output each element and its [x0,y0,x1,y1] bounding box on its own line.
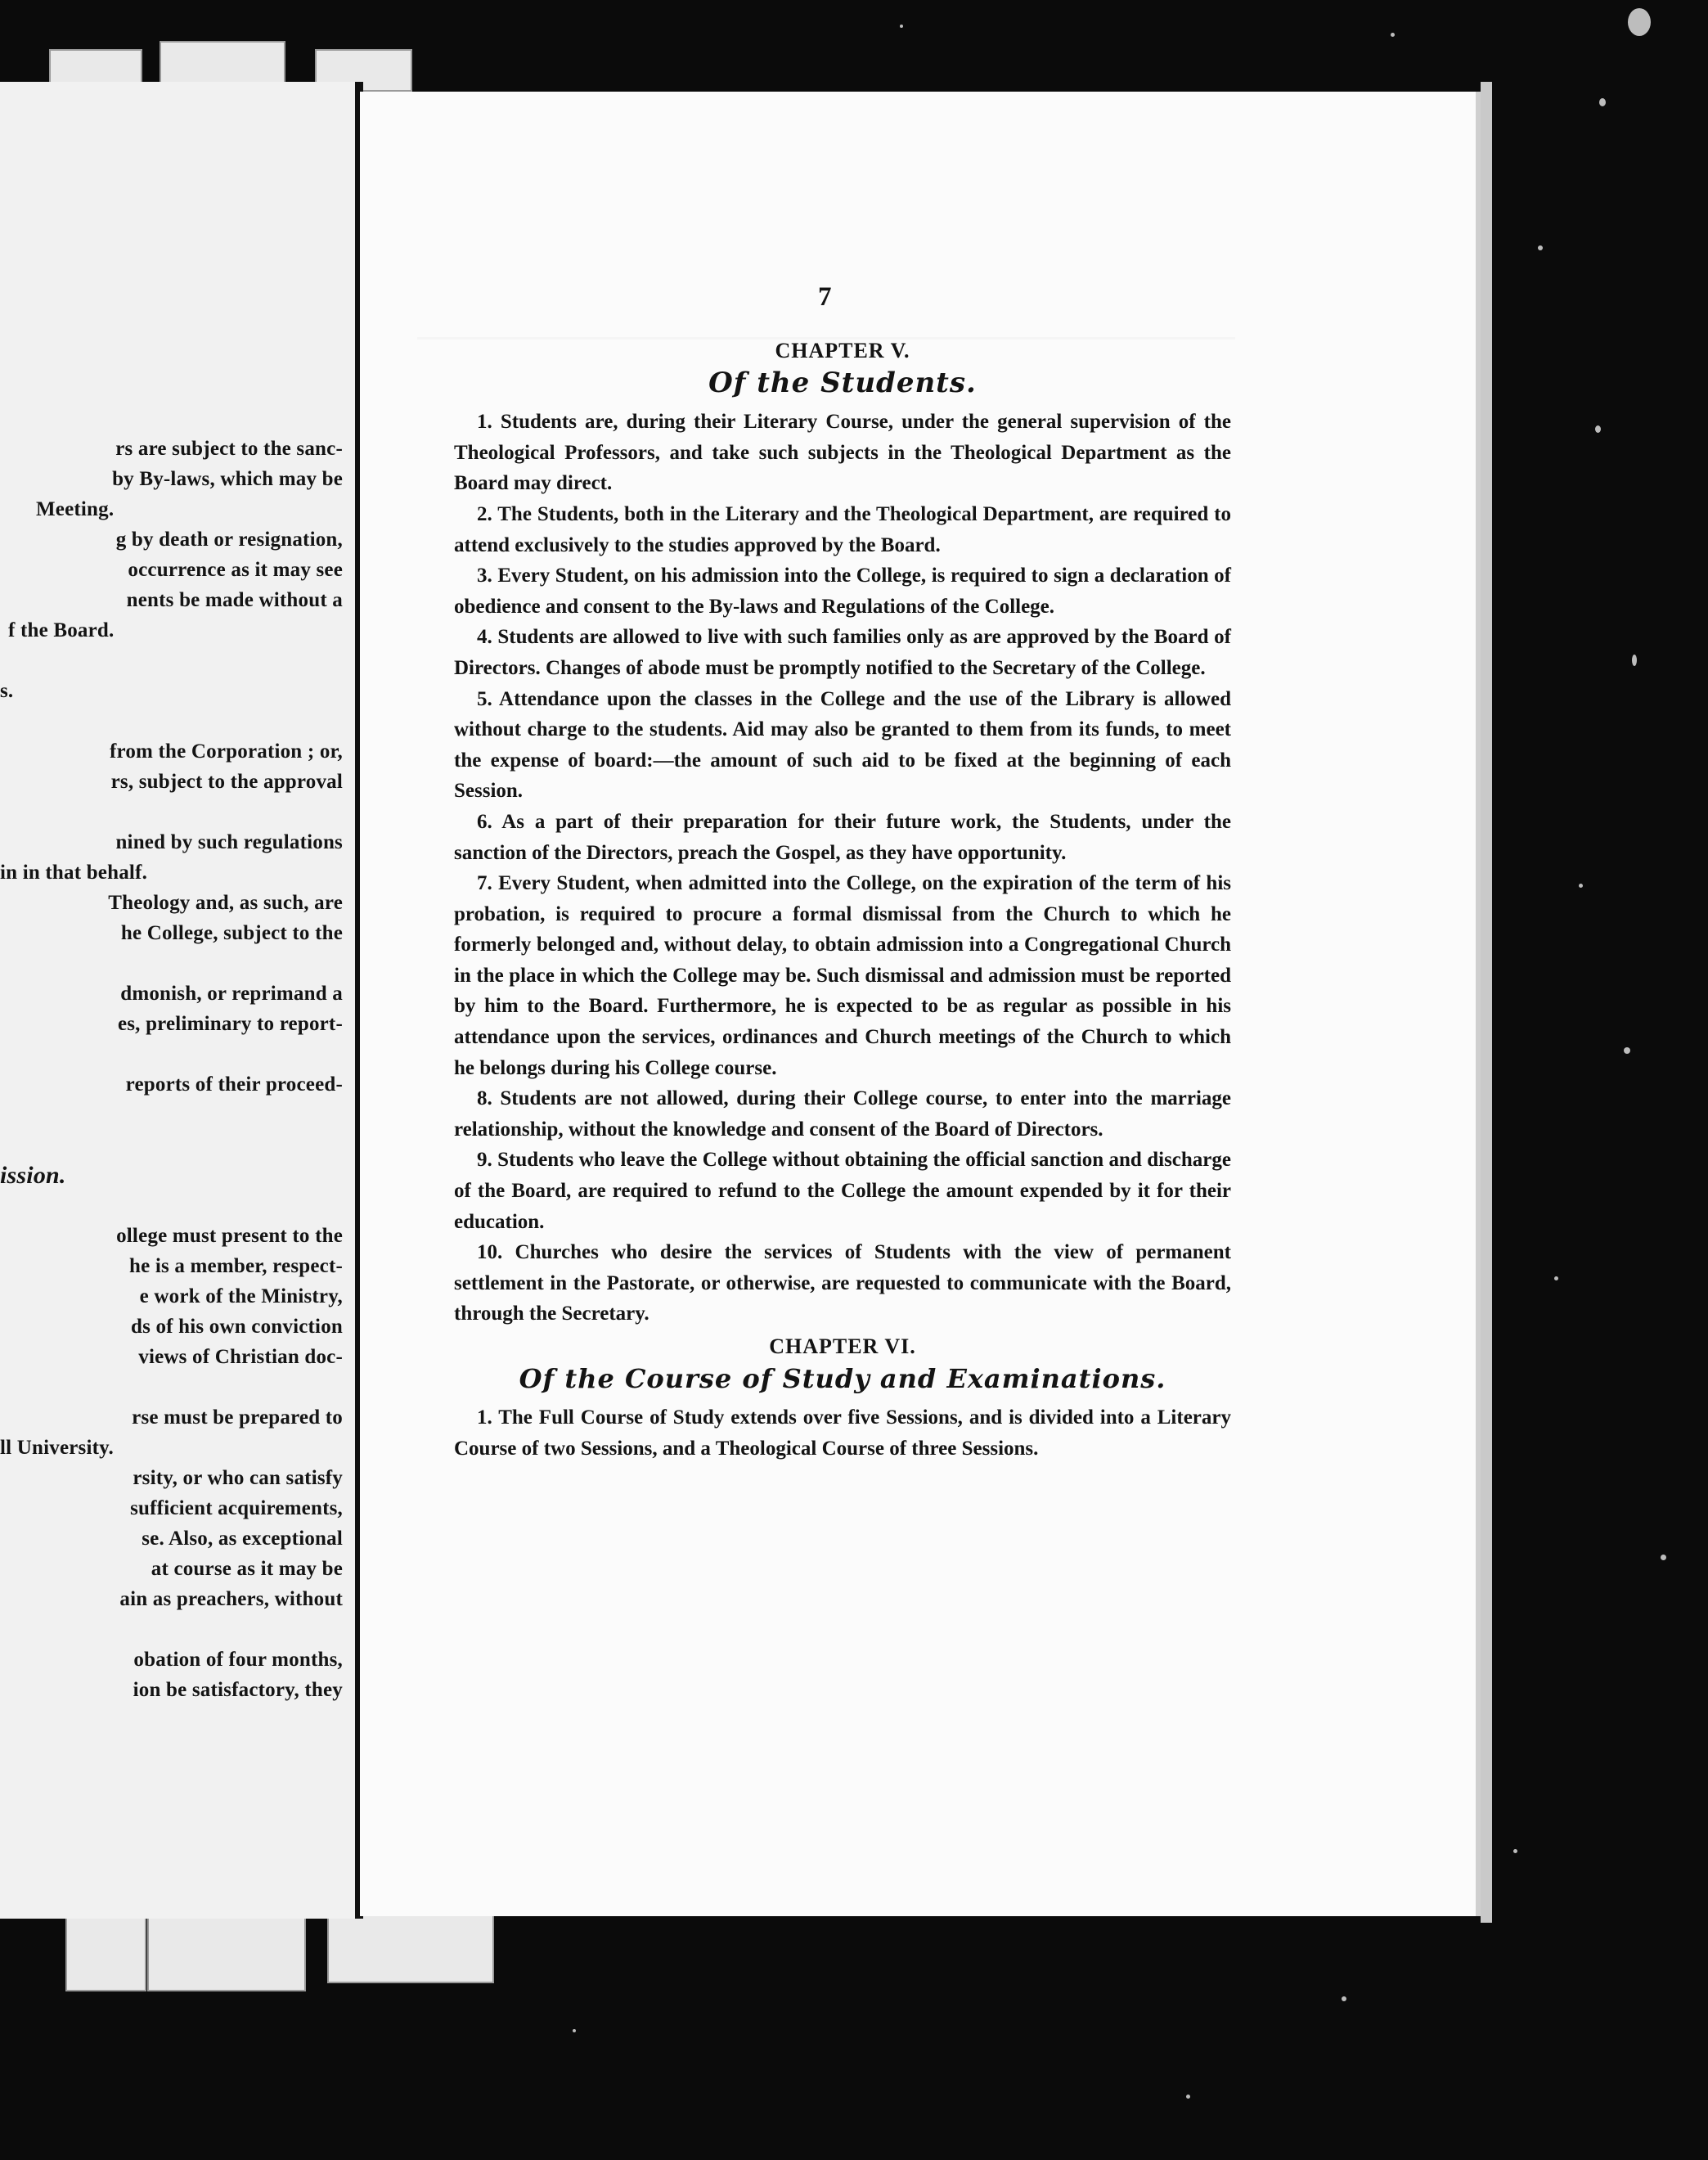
text-line [0,1100,343,1130]
paragraph: 8. Students are not allowed, during their College course, to enter into the marriage relationship, without the knowledge and consent of the Board of Directors. [454,1087,1231,1141]
text-line: ion be satisfactory, they [133,1679,343,1701]
text-line: in in that behalf. [0,862,148,884]
paragraph: 3. Every Student, on his admission into the College, is required to sign a declaration of obedience and consent to the By-laws and Regulations of the College. [454,565,1231,618]
left-page-text [0,434,343,1705]
text-line: s. [0,680,14,702]
text-line: occurrence as it may see [128,559,343,581]
text-line: Meeting. [36,498,115,520]
text-line: rs, subject to the approval [110,771,343,793]
section-heading: ission. [0,1162,66,1189]
film-tab [147,1906,306,1991]
text-line [0,1190,343,1221]
text-line: ollege must present to the [116,1225,343,1247]
text-line: se. Also, as exceptional [142,1528,343,1550]
text-line: rsity, or who can satisfy [133,1467,343,1489]
text-line: at course as it may be [151,1558,343,1580]
page-content [454,335,1231,1464]
paragraph: 4. Students are allowed to live with such families only as are approved by the Board of Directors. Changes of abode must be promptly notified to the Secretary of the College. [454,626,1231,679]
text-line: obation of four months, [133,1649,343,1671]
text-line: nents be made without a [126,589,343,611]
text-line [0,646,343,676]
film-tab [65,1906,146,1991]
text-line: ds of his own conviction [130,1316,343,1338]
text-line [0,797,343,827]
text-line: f the Board. [8,619,115,641]
text-line [0,1372,343,1402]
text-line: he is a member, respect- [129,1255,343,1277]
text-line: Theology and, as such, are [108,892,343,914]
paragraph: 10. Churches who desire the services of Students with the view of permanent settlement in the Pastorate, or otherwise, are requested to communicate with the Board, through the Secretary. [454,1241,1231,1325]
paragraph: 7. Every Student, when admitted into the College, on the expiration of the term of his probation, is required to procure a formal dismissal from the Church to which he formerly belonged and, without delay, to obtain admission into a Congregational Church in the place in which the College may be. Such dismissal and admission must be reported by him to the Board. Furthermore, he is expected to be as regular as possible in his attendance upon the services, ordinances and Church meetings of the Church to which he belongs during his College course. [454,872,1231,1079]
chapter-title: CHAPTER VI. [769,1334,916,1358]
text-line: by By-laws, which may be [112,468,343,490]
paragraph: 1. The Full Course of Study extends over five Sessions, and is divided into a Literary Course of two Sessions, and a Theological Course of three Sessions. [454,1406,1231,1460]
paragraph: 9. Students who leave the College without obtaining the official sanction and discharge of the Board, are required to refund to the College the amount expended by it for their education. [454,1149,1231,1233]
page-edge [1481,82,1492,1923]
text-line [0,948,343,979]
text-line [0,1039,343,1069]
text-line: nined by such regulations [115,831,343,853]
text-line [0,706,343,736]
text-line: views of Christian doc- [138,1346,343,1368]
paragraph: 1. Students are, during their Literary Course, under the general supervision of the Theological Professors, and take such subjects in the Theological Department as the Board may direct. [454,411,1231,495]
chapter-heading: Of the Course of Study and Examinations. [519,1362,1166,1394]
text-line: e work of the Ministry, [139,1285,343,1307]
text-line: es, preliminary to report- [117,1013,343,1035]
text-line: rse must be prepared to [132,1406,343,1429]
text-line [0,1614,343,1645]
text-line: he College, subject to the [120,922,343,944]
text-line: ll University. [0,1437,114,1459]
paragraph: 5. Attendance upon the classes in the College and the use of the Library is allowed without charge to the students. Aid may also be granted to them from its funds, to meet the expense of board:—the amount of such aid to be fixed at the beginning of each Session. [454,687,1231,803]
paragraph: 6. As a part of their preparation for their future work, the Students, under the sanction of the Directors, preach the Gospel, as they have opportunity. [454,810,1231,864]
text-line: rs are subject to the sanc- [115,438,343,460]
text-line: from the Corporation ; or, [109,740,343,763]
paragraph: 2. The Students, both in the Literary and the Theological Department, are required to attend exclusively to the studies approved by the Board. [454,502,1231,556]
text-line: reports of their proceed- [125,1073,343,1096]
text-line: g by death or resignation, [115,529,343,551]
chapter-heading: Of the Students. [708,366,977,399]
text-line: dmonish, or reprimand a [120,983,343,1005]
text-line: sufficient acquirements, [130,1497,343,1519]
text-line [0,1130,343,1160]
page-number: 7 [818,282,832,312]
text-line: ain as preachers, without [119,1588,343,1610]
chapter-title: CHAPTER V. [775,339,910,362]
left-page [0,82,363,1919]
